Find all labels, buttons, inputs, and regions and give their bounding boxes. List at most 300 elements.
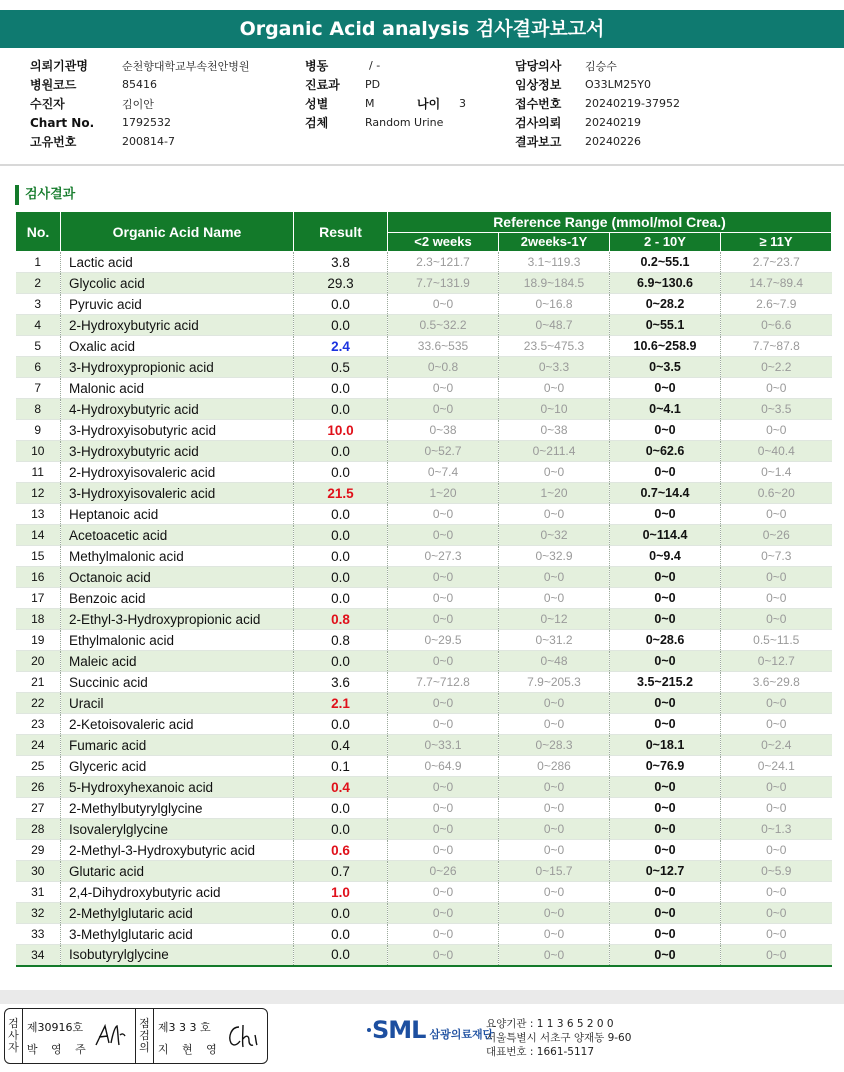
cell-name: 2-Hydroxyisovaleric acid xyxy=(61,462,294,483)
cell-ref-11y-plus: 0~40.4 xyxy=(721,441,832,462)
examiner-name: 박 영 주 xyxy=(26,1043,91,1056)
cell-name: Glycolic acid xyxy=(61,273,294,294)
report-title: Organic Acid analysis 검사결과보고서 xyxy=(0,10,844,48)
cell-result: 0.0 xyxy=(294,294,388,315)
reviewer-license: 제3 3 3 호 xyxy=(157,1021,211,1034)
cell-name: Acetoacetic acid xyxy=(61,525,294,546)
cell-ref-2weeks-1y: 0~0 xyxy=(499,567,610,588)
cell-ref-2weeks-1y: 0~0 xyxy=(499,903,610,924)
cell-name: 3-Methylglutaric acid xyxy=(61,924,294,945)
cell-ref-11y-plus: 0~2.4 xyxy=(721,735,832,756)
cell-no: 32 xyxy=(16,903,61,924)
cell-ref-2-10y: 0~28.6 xyxy=(610,630,721,651)
cell-ref-2weeks-1y: 0~10 xyxy=(499,399,610,420)
cell-ref-11y-plus: 0~5.9 xyxy=(721,861,832,882)
results-table xyxy=(15,211,832,967)
cell-no: 34 xyxy=(16,945,61,966)
cell-ref-11y-plus: 0~7.3 xyxy=(721,546,832,567)
info-label: 성별 xyxy=(305,97,329,111)
table-row xyxy=(16,945,832,966)
cell-ref-under-2weeks: 7.7~131.9 xyxy=(388,273,499,294)
cell-ref-2-10y: 0.2~55.1 xyxy=(610,252,721,273)
cell-ref-2-10y: 0~0 xyxy=(610,567,721,588)
cell-ref-2weeks-1y: 0~0 xyxy=(499,840,610,861)
cell-ref-2weeks-1y: 0~0 xyxy=(499,819,610,840)
header-ref-2-10y: 2 - 10Y xyxy=(610,232,721,252)
cell-ref-2-10y: 0~76.9 xyxy=(610,756,721,777)
cell-no: 13 xyxy=(16,504,61,525)
cell-ref-2weeks-1y: 0~0 xyxy=(499,882,610,903)
cell-name: 5-Hydroxyhexanoic acid xyxy=(61,777,294,798)
cell-no: 19 xyxy=(16,630,61,651)
cell-ref-2-10y: 0~28.2 xyxy=(610,294,721,315)
header-result: Result xyxy=(294,212,388,252)
examiner-label: 검 사 자 xyxy=(5,1009,23,1063)
cell-ref-under-2weeks: 0~0 xyxy=(388,567,499,588)
cell-ref-under-2weeks: 0~52.7 xyxy=(388,441,499,462)
cell-ref-2weeks-1y: 0~38 xyxy=(499,420,610,441)
cell-ref-2weeks-1y: 0~286 xyxy=(499,756,610,777)
cell-result: 0.0 xyxy=(294,315,388,336)
cell-result: 0.1 xyxy=(294,756,388,777)
section-title: 검사결과 xyxy=(15,185,75,205)
company-name: 삼광의료재단 xyxy=(429,1028,494,1041)
cell-result: 0.4 xyxy=(294,777,388,798)
cell-ref-11y-plus: 0~0 xyxy=(721,924,832,945)
info-label: 결과보고 xyxy=(515,135,562,149)
cell-ref-under-2weeks: 1~20 xyxy=(388,483,499,504)
cell-ref-under-2weeks: 0~0 xyxy=(388,693,499,714)
cell-ref-2-10y: 0~0 xyxy=(610,924,721,945)
cell-ref-11y-plus: 0~0 xyxy=(721,798,832,819)
cell-result: 0.6 xyxy=(294,840,388,861)
cell-name: Benzoic acid xyxy=(61,588,294,609)
cell-name: 2-Methylbutyrylglycine xyxy=(61,798,294,819)
cell-no: 17 xyxy=(16,588,61,609)
cell-ref-2weeks-1y: 0~0 xyxy=(499,588,610,609)
info-value: Random Urine xyxy=(365,116,444,129)
cell-ref-under-2weeks: 33.6~535 xyxy=(388,336,499,357)
header-no: No. xyxy=(16,212,61,252)
cell-ref-2-10y: 0~0 xyxy=(610,609,721,630)
cell-no: 1 xyxy=(16,252,61,273)
cell-result: 0.8 xyxy=(294,609,388,630)
cell-no: 27 xyxy=(16,798,61,819)
table-row xyxy=(16,651,832,672)
cell-name: 2-Hydroxybutyric acid xyxy=(61,315,294,336)
cell-name: Maleic acid xyxy=(61,651,294,672)
table-row xyxy=(16,609,832,630)
signature-icon xyxy=(93,1023,127,1049)
cell-ref-under-2weeks: 0.5~32.2 xyxy=(388,315,499,336)
cell-ref-2weeks-1y: 0~28.3 xyxy=(499,735,610,756)
cell-result: 0.0 xyxy=(294,399,388,420)
table-row xyxy=(16,525,832,546)
cell-result: 0.5 xyxy=(294,357,388,378)
info-row xyxy=(305,94,466,113)
info-label: 병원코드 xyxy=(30,78,77,92)
table-row xyxy=(16,672,832,693)
cell-ref-2weeks-1y: 0~12 xyxy=(499,609,610,630)
cell-ref-11y-plus: 0~6.6 xyxy=(721,315,832,336)
info-value: 200814-7 xyxy=(122,135,175,148)
table-row xyxy=(16,378,832,399)
cell-ref-11y-plus: 0~0 xyxy=(721,378,832,399)
cell-no: 11 xyxy=(16,462,61,483)
cell-ref-under-2weeks: 0~0 xyxy=(388,609,499,630)
signature-box xyxy=(4,1008,268,1064)
cell-name: 2-Methyl-3-Hydroxybutyric acid xyxy=(61,840,294,861)
header-reference-range: Reference Range (mmol/mol Crea.) xyxy=(388,212,832,233)
cell-ref-11y-plus: 0~12.7 xyxy=(721,651,832,672)
cell-ref-2weeks-1y: 0~15.7 xyxy=(499,861,610,882)
info-label: 나이 xyxy=(417,97,441,111)
cell-ref-under-2weeks: 0~0 xyxy=(388,798,499,819)
address-line: 요양기관 : 1 1 3 6 5 2 0 0 xyxy=(486,1018,614,1030)
cell-name: Pyruvic acid xyxy=(61,294,294,315)
cell-no: 22 xyxy=(16,693,61,714)
info-value: 20240219-37952 xyxy=(585,97,680,110)
cell-ref-2weeks-1y: 23.5~475.3 xyxy=(499,336,610,357)
cell-ref-under-2weeks: 0~29.5 xyxy=(388,630,499,651)
cell-no: 3 xyxy=(16,294,61,315)
cell-result: 0.0 xyxy=(294,903,388,924)
cell-ref-under-2weeks: 0~0 xyxy=(388,819,499,840)
info-row xyxy=(30,94,250,113)
patient-info-right xyxy=(515,56,680,151)
company-address xyxy=(486,1017,631,1059)
table-row xyxy=(16,882,832,903)
cell-ref-2weeks-1y: 0~0 xyxy=(499,777,610,798)
cell-no: 8 xyxy=(16,399,61,420)
table-row xyxy=(16,462,832,483)
cell-ref-2weeks-1y: 0~48 xyxy=(499,651,610,672)
table-row xyxy=(16,630,832,651)
cell-ref-2-10y: 0~0 xyxy=(610,462,721,483)
cell-name: 3-Hydroxypropionic acid xyxy=(61,357,294,378)
cell-result: 0.0 xyxy=(294,504,388,525)
signature-icon xyxy=(225,1023,259,1049)
table-row xyxy=(16,294,832,315)
cell-result: 2.4 xyxy=(294,336,388,357)
cell-ref-2weeks-1y: 0~0 xyxy=(499,924,610,945)
cell-ref-2weeks-1y: 0~0 xyxy=(499,462,610,483)
cell-result: 0.7 xyxy=(294,861,388,882)
cell-name: 3-Hydroxyisovaleric acid xyxy=(61,483,294,504)
cell-ref-2weeks-1y: 0~0 xyxy=(499,693,610,714)
info-row xyxy=(305,56,466,75)
cell-result: 3.8 xyxy=(294,252,388,273)
cell-ref-11y-plus: 0~0 xyxy=(721,609,832,630)
cell-result: 29.3 xyxy=(294,273,388,294)
info-value: / - xyxy=(369,59,381,72)
cell-ref-under-2weeks: 0~0 xyxy=(388,588,499,609)
cell-ref-under-2weeks: 0~0 xyxy=(388,924,499,945)
cell-name: Lactic acid xyxy=(61,252,294,273)
cell-ref-2-10y: 6.9~130.6 xyxy=(610,273,721,294)
cell-ref-2weeks-1y: 0~0 xyxy=(499,714,610,735)
table-row xyxy=(16,252,832,273)
cell-name: 3-Hydroxyisobutyric acid xyxy=(61,420,294,441)
cell-result: 0.0 xyxy=(294,651,388,672)
info-value: M xyxy=(365,97,375,110)
cell-ref-under-2weeks: 0~0 xyxy=(388,504,499,525)
cell-no: 4 xyxy=(16,315,61,336)
cell-no: 30 xyxy=(16,861,61,882)
info-row xyxy=(515,94,680,113)
cell-result: 21.5 xyxy=(294,483,388,504)
cell-ref-11y-plus: 0~1.4 xyxy=(721,462,832,483)
cell-ref-11y-plus: 2.7~23.7 xyxy=(721,252,832,273)
cell-ref-11y-plus: 0~0 xyxy=(721,504,832,525)
cell-ref-under-2weeks: 0~38 xyxy=(388,420,499,441)
cell-ref-11y-plus: 0~0 xyxy=(721,903,832,924)
info-value: 김승수 xyxy=(585,59,617,73)
cell-ref-2-10y: 0~114.4 xyxy=(610,525,721,546)
reviewer-label: 점 검 의 xyxy=(136,1009,154,1063)
cell-name: 4-Hydroxybutyric acid xyxy=(61,399,294,420)
cell-result: 0.0 xyxy=(294,567,388,588)
cell-name: Octanoic acid xyxy=(61,567,294,588)
cell-ref-2-10y: 0~9.4 xyxy=(610,546,721,567)
cell-ref-2weeks-1y: 0~0 xyxy=(499,504,610,525)
cell-ref-2-10y: 0~0 xyxy=(610,504,721,525)
cell-result: 1.0 xyxy=(294,882,388,903)
address-line: 서울특별시 서초구 양재동 9-60 xyxy=(486,1032,632,1044)
cell-ref-2-10y: 0~0 xyxy=(610,588,721,609)
table-row xyxy=(16,693,832,714)
info-label: 접수번호 xyxy=(515,97,562,111)
cell-ref-2weeks-1y: 1~20 xyxy=(499,483,610,504)
info-value: O33LM25Y0 xyxy=(585,78,651,91)
cell-ref-under-2weeks: 7.7~712.8 xyxy=(388,672,499,693)
cell-ref-under-2weeks: 0~0 xyxy=(388,651,499,672)
cell-ref-2-10y: 10.6~258.9 xyxy=(610,336,721,357)
cell-ref-under-2weeks: 0~0 xyxy=(388,840,499,861)
cell-ref-2weeks-1y: 7.9~205.3 xyxy=(499,672,610,693)
cell-no: 20 xyxy=(16,651,61,672)
cell-no: 10 xyxy=(16,441,61,462)
cell-no: 25 xyxy=(16,756,61,777)
cell-result: 0.0 xyxy=(294,441,388,462)
info-label: 의뢰기관명 xyxy=(30,59,88,73)
info-label: 병동 xyxy=(305,59,329,73)
cell-ref-2weeks-1y: 0~3.3 xyxy=(499,357,610,378)
cell-ref-under-2weeks: 0~0 xyxy=(388,714,499,735)
table-row xyxy=(16,441,832,462)
table-row xyxy=(16,546,832,567)
cell-ref-11y-plus: 0~0 xyxy=(721,840,832,861)
cell-name: 3-Hydroxybutyric acid xyxy=(61,441,294,462)
cell-result: 0.0 xyxy=(294,462,388,483)
cell-ref-11y-plus: 0~0 xyxy=(721,777,832,798)
cell-result: 2.1 xyxy=(294,693,388,714)
info-row xyxy=(30,75,250,94)
cell-result: 0.0 xyxy=(294,945,388,966)
cell-no: 33 xyxy=(16,924,61,945)
cell-ref-2weeks-1y: 0~211.4 xyxy=(499,441,610,462)
table-row xyxy=(16,273,832,294)
cell-no: 15 xyxy=(16,546,61,567)
cell-ref-under-2weeks: 0~0 xyxy=(388,378,499,399)
cell-name: Oxalic acid xyxy=(61,336,294,357)
table-row xyxy=(16,798,832,819)
cell-result: 0.0 xyxy=(294,525,388,546)
cell-ref-11y-plus: 0~0 xyxy=(721,945,832,966)
cell-ref-11y-plus: 0~0 xyxy=(721,714,832,735)
cell-ref-2-10y: 0~62.6 xyxy=(610,441,721,462)
info-label: 임상정보 xyxy=(515,78,562,92)
cell-ref-under-2weeks: 0~26 xyxy=(388,861,499,882)
cell-no: 23 xyxy=(16,714,61,735)
info-row xyxy=(515,113,680,132)
cell-ref-2weeks-1y: 18.9~184.5 xyxy=(499,273,610,294)
info-label: Chart No. xyxy=(30,115,95,130)
logo-text: SML xyxy=(372,1016,426,1044)
info-label: 고유번호 xyxy=(30,135,77,149)
cell-ref-2-10y: 0~0 xyxy=(610,798,721,819)
cell-ref-11y-plus: 0.6~20 xyxy=(721,483,832,504)
cell-ref-11y-plus: 7.7~87.8 xyxy=(721,336,832,357)
table-row xyxy=(16,777,832,798)
info-value: 김이안 xyxy=(122,97,154,111)
cell-ref-2-10y: 0~18.1 xyxy=(610,735,721,756)
info-value: 순천향대학교부속천안병원 xyxy=(122,59,250,73)
table-row xyxy=(16,588,832,609)
table-row xyxy=(16,504,832,525)
cell-ref-2weeks-1y: 3.1~119.3 xyxy=(499,252,610,273)
cell-name: 2-Ethyl-3-Hydroxypropionic acid xyxy=(61,609,294,630)
cell-no: 28 xyxy=(16,819,61,840)
cell-ref-under-2weeks: 0~0 xyxy=(388,882,499,903)
cell-ref-2-10y: 0~0 xyxy=(610,819,721,840)
header-ref-11y-plus: ≥ 11Y xyxy=(721,232,832,252)
cell-no: 12 xyxy=(16,483,61,504)
cell-no: 2 xyxy=(16,273,61,294)
cell-ref-under-2weeks: 0~27.3 xyxy=(388,546,499,567)
cell-ref-under-2weeks: 0~0 xyxy=(388,945,499,966)
info-label: 수진자 xyxy=(30,97,65,111)
cell-ref-11y-plus: 0~0 xyxy=(721,693,832,714)
cell-ref-2-10y: 0~0 xyxy=(610,714,721,735)
info-value: 20240226 xyxy=(585,135,641,148)
cell-no: 21 xyxy=(16,672,61,693)
cell-ref-2-10y: 0~4.1 xyxy=(610,399,721,420)
examiner-signature xyxy=(23,1009,136,1063)
info-label: 검사의뢰 xyxy=(515,116,562,130)
cell-ref-11y-plus: 0.5~11.5 xyxy=(721,630,832,651)
cell-ref-11y-plus: 0~24.1 xyxy=(721,756,832,777)
cell-ref-11y-plus: 0~2.2 xyxy=(721,357,832,378)
cell-name: Glyceric acid xyxy=(61,756,294,777)
cell-ref-2-10y: 0~3.5 xyxy=(610,357,721,378)
table-row xyxy=(16,714,832,735)
cell-no: 14 xyxy=(16,525,61,546)
cell-ref-under-2weeks: 0~0 xyxy=(388,525,499,546)
cell-ref-11y-plus: 0~0 xyxy=(721,567,832,588)
address-line: 대표번호 : 1661-5117 xyxy=(486,1046,595,1058)
cell-ref-2-10y: 0~0 xyxy=(610,903,721,924)
cell-ref-2weeks-1y: 0~0 xyxy=(499,945,610,966)
info-row xyxy=(305,75,466,94)
cell-ref-2-10y: 0~0 xyxy=(610,945,721,966)
info-value: 20240219 xyxy=(585,116,641,129)
cell-name: Heptanoic acid xyxy=(61,504,294,525)
cell-ref-2-10y: 0~0 xyxy=(610,651,721,672)
cell-name: Uracil xyxy=(61,693,294,714)
cell-no: 16 xyxy=(16,567,61,588)
cell-ref-under-2weeks: 0~7.4 xyxy=(388,462,499,483)
cell-name: Fumaric acid xyxy=(61,735,294,756)
cell-name: Succinic acid xyxy=(61,672,294,693)
cell-ref-11y-plus: 0~0 xyxy=(721,588,832,609)
info-label: 담당의사 xyxy=(515,59,562,73)
cell-name: Isovalerylglycine xyxy=(61,819,294,840)
cell-ref-11y-plus: 3.6~29.8 xyxy=(721,672,832,693)
cell-ref-2-10y: 0~0 xyxy=(610,777,721,798)
cell-ref-2-10y: 0~0 xyxy=(610,840,721,861)
table-row xyxy=(16,483,832,504)
cell-ref-2weeks-1y: 0~16.8 xyxy=(499,294,610,315)
cell-result: 0.0 xyxy=(294,924,388,945)
table-row xyxy=(16,357,832,378)
sml-logo xyxy=(366,1016,493,1044)
cell-result: 0.0 xyxy=(294,819,388,840)
cell-name: Ethylmalonic acid xyxy=(61,630,294,651)
cell-no: 26 xyxy=(16,777,61,798)
cell-ref-11y-plus: 0~0 xyxy=(721,882,832,903)
cell-ref-2weeks-1y: 0~0 xyxy=(499,378,610,399)
cell-ref-11y-plus: 0~0 xyxy=(721,420,832,441)
table-row xyxy=(16,420,832,441)
footer-divider xyxy=(0,990,844,1004)
cell-ref-2weeks-1y: 0~32 xyxy=(499,525,610,546)
info-row xyxy=(515,56,680,75)
table-row xyxy=(16,756,832,777)
cell-ref-under-2weeks: 0~64.9 xyxy=(388,756,499,777)
cell-ref-under-2weeks: 2.3~121.7 xyxy=(388,252,499,273)
cell-no: 7 xyxy=(16,378,61,399)
reviewer-signature xyxy=(154,1009,267,1063)
cell-ref-2-10y: 0~0 xyxy=(610,693,721,714)
table-row xyxy=(16,567,832,588)
table-row xyxy=(16,735,832,756)
cell-name: Isobutyrylglycine xyxy=(61,945,294,966)
table-row xyxy=(16,924,832,945)
table-row xyxy=(16,840,832,861)
cell-ref-2-10y: 0~0 xyxy=(610,882,721,903)
table-row xyxy=(16,399,832,420)
info-row xyxy=(515,75,680,94)
reviewer-name: 지 현 영 xyxy=(157,1043,222,1056)
patient-info-middle xyxy=(305,56,466,132)
cell-name: 2-Ketoisovaleric acid xyxy=(61,714,294,735)
cell-name: Glutaric acid xyxy=(61,861,294,882)
cell-ref-2-10y: 0~12.7 xyxy=(610,861,721,882)
cell-result: 3.6 xyxy=(294,672,388,693)
cell-ref-11y-plus: 0~1.3 xyxy=(721,819,832,840)
cell-ref-2-10y: 3.5~215.2 xyxy=(610,672,721,693)
info-label: 검체 xyxy=(305,116,329,130)
cell-no: 24 xyxy=(16,735,61,756)
table-row xyxy=(16,819,832,840)
examiner-license: 제30916호 xyxy=(26,1021,84,1034)
cell-ref-2-10y: 0~0 xyxy=(610,378,721,399)
cell-result: 0.0 xyxy=(294,588,388,609)
table-row xyxy=(16,903,832,924)
cell-no: 31 xyxy=(16,882,61,903)
cell-result: 0.4 xyxy=(294,735,388,756)
